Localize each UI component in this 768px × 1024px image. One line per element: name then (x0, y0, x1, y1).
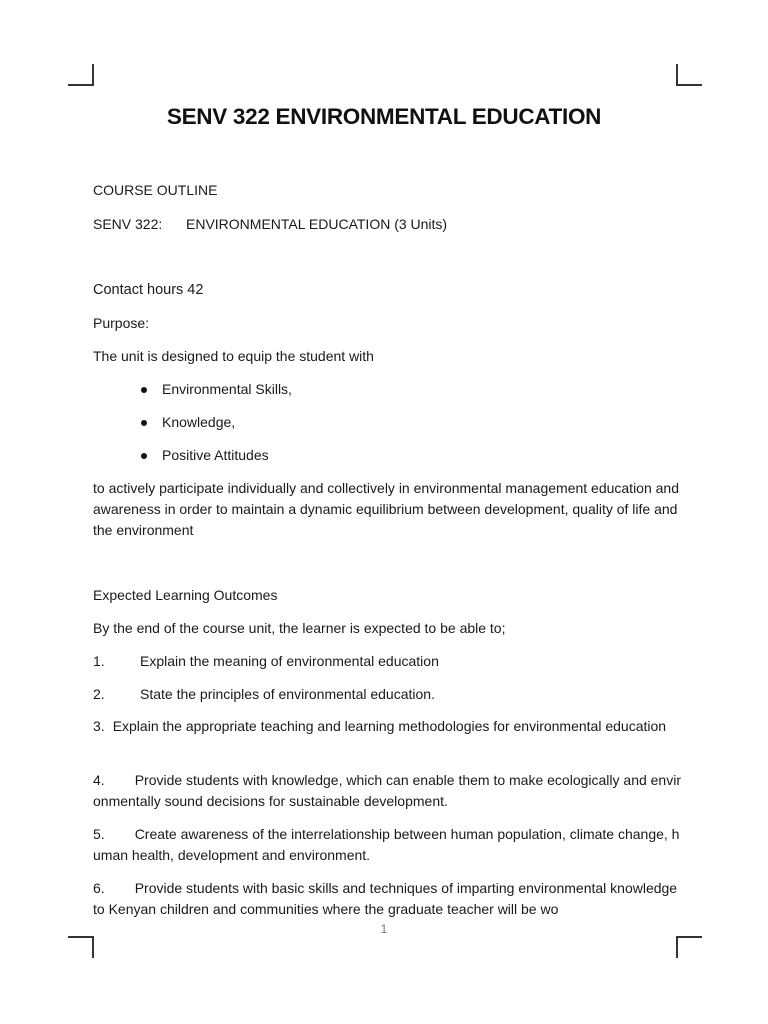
bullet-item: Knowledge, (162, 414, 236, 430)
outcome-text: Explain the appropriate teaching and learning methodologies for environmental education (112, 718, 667, 734)
outcome-text: Provide students with knowledge, which can enable them to make ecologically and environmentally sound decisions for sustainable development. (93, 772, 681, 809)
purpose-paragraph: to actively participate individually and collectively in environmental management education and awareness in order to maintain a dynamic equilibrium between development, quality of life and the environment (93, 480, 680, 538)
outcome-number: 6. (93, 880, 105, 896)
outcome-number: 4. (93, 772, 105, 788)
bullet-item: Positive Attitudes (162, 447, 269, 463)
crop-mark-bottom-left (68, 936, 94, 958)
course-outline-label: COURSE OUTLINE (93, 182, 218, 198)
bullet-icon (141, 420, 147, 426)
outcome-text: Provide students with basic skills and techniques of imparting environmental knowledge to Kenyan children and communities where the graduate teacher will be wo (93, 880, 678, 917)
course-code: SENV 322: (93, 216, 163, 232)
outcome-item (93, 770, 683, 812)
contact-hours: Contact hours 42 (93, 282, 204, 298)
crop-mark-top-right (676, 64, 702, 86)
page-number: 1 (380, 922, 388, 936)
outcomes-heading: Expected Learning Outcomes (93, 587, 278, 603)
outcome-number: 3. (93, 718, 105, 734)
purpose-label: Purpose: (93, 315, 150, 331)
outcome-item (93, 716, 683, 737)
crop-mark-top-left (68, 64, 94, 86)
outcome-text: Explain the meaning of environmental education (140, 653, 439, 669)
purpose-intro: The unit is designed to equip the student with (93, 348, 374, 364)
bullet-icon (141, 453, 147, 459)
outcome-number: 5. (93, 826, 105, 842)
outcome-item (93, 824, 683, 866)
course-name: ENVIRONMENTAL EDUCATION (3 Units) (186, 216, 448, 232)
crop-mark-bottom-right (676, 936, 702, 958)
outcome-text: State the principles of environmental education. (140, 686, 435, 702)
outcomes-intro: By the end of the course unit, the learner is expected to be able to; (93, 620, 506, 636)
bullet-item: Environmental Skills, (162, 381, 292, 397)
bullet-icon (141, 387, 147, 393)
outcome-item (93, 878, 683, 920)
outcome-number: 1. (93, 653, 105, 669)
outcome-text: Create awareness of the interrelationship between human population, climate change, human health, development and environment. (93, 826, 680, 863)
document-title: SENV 322 ENVIRONMENTAL EDUCATION (166, 104, 602, 129)
outcome-number: 2. (93, 686, 105, 702)
